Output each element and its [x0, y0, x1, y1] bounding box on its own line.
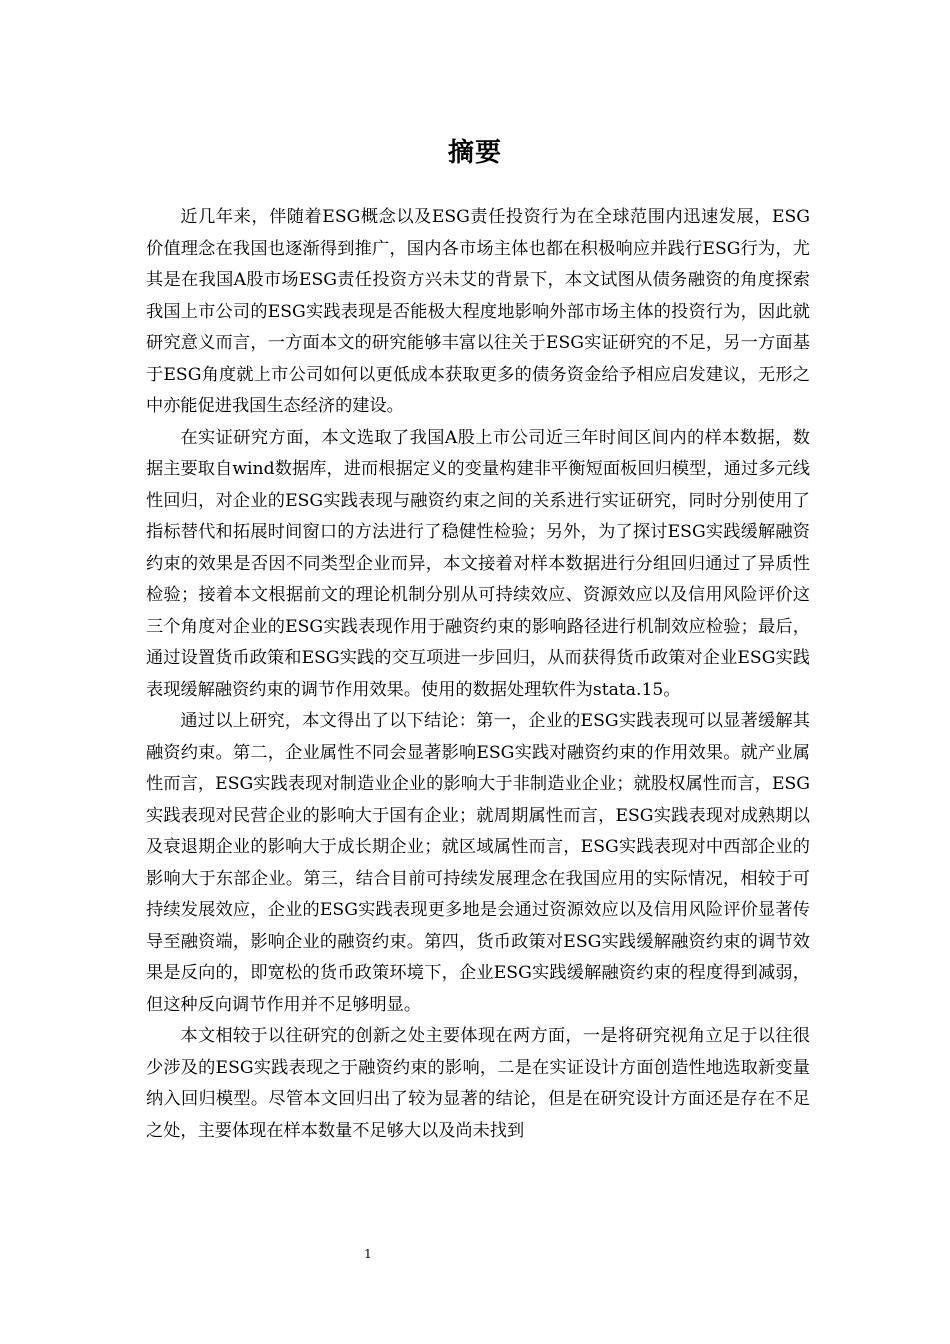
abstract-paragraph-2: 在实证研究方面，本文选取了我国A股上市公司近三年时间区间内的样本数据，数据主要取自wind数据库，进而根据定义的变量构建非平衡短面板回归模型，通过多元线性回归，对企业的ESG实践表现与融资约束之间的关系进行实证研究，同时分别使用了指标替代和拓展时间窗口的方法进行了稳健性检验；另外，为了探讨ESG实践缓解融资约束的效果是否因不同类型企业而异，本文接着对样本数据进行分组回归通过了异质性检验；接着本文根据前文的理论机制分别从可持续效应、资源效应以及信用风险评价这三个角度对企业的ESG实践表现作用于融资约束的影响路径进行机制效应检验；最后，通过设置货币政策和ESG实践的交互项进一步回归，从而获得货币政策对企业ESG实践表现缓解融资约束的调节作用效果。使用的数据处理软件为stata.15。 [146, 427, 810, 700]
page-number: 1 [364, 1247, 372, 1261]
abstract-paragraph-4: 本文相较于以往研究的创新之处主要体现在两方面，一是将研究视角立足于以往很少涉及的ESG实践表现之于融资约束的影响，二是在实证设计方面创造性地选取新变量纳入回归模型。尽管本文回归出了较为显著的结论，但是在研究设计方面还是存在不足之处，主要体现在样本数量不足够大以及尚未找到 [146, 1026, 810, 1141]
abstract-paragraph-3: 通过以上研究，本文得出了以下结论：第一，企业的ESG实践表现可以显著缓解其融资约束。第二，企业属性不同会显著影响ESG实践对融资约束的作用效果。就产业属性而言，ESG实践表现对制造业企业的影响大于非制造业企业；就股权属性而言，ESG实践表现对民营企业的影响大于国有企业；就周期属性而言，ESG实践表现对成熟期以及衰退期企业的影响大于成长期企业；就区域属性而言，ESG实践表现对中西部企业的影响大于东部企业。第三，结合目前可持续发展理念在我国应用的实际情况，相较于可持续发展效应，企业的ESG实践表现更多地是会通过资源效应以及信用风险评价显著传导至融资端，影响企业的融资约束。第四，货币政策对ESG实践缓解融资约束的调节效果是反向的，即宽松的货币政策环境下，企业ESG实践缓解融资约束的程度得到减弱，但这种反向调节作用并不足够明显。 [146, 711, 810, 1015]
abstract-title: 摘要 [447, 138, 502, 168]
abstract-paragraph-1: 近几年来，伴随着ESG概念以及ESG责任投资行为在全球范围内迅速发展，ESG价值理念在我国也逐渐得到推广，国内各市场主体也都在积极响应并践行ESG行为，尤其是在我国A股市场ESG责任投资方兴未艾的背景下，本文试图从债务融资的角度探索我国上市公司的ESG实践表现是否能极大程度地影响外部市场主体的投资行为，因此就研究意义而言，一方面本文的研究能够丰富以往关于ESG实证研究的不足，另一方面基于ESG角度就上市公司如何以更低成本获取更多的债务资金给予相应启发建议，无形之中亦能促进我国生态经济的建设。 [146, 207, 810, 416]
abstract-body [146, 202, 810, 1147]
